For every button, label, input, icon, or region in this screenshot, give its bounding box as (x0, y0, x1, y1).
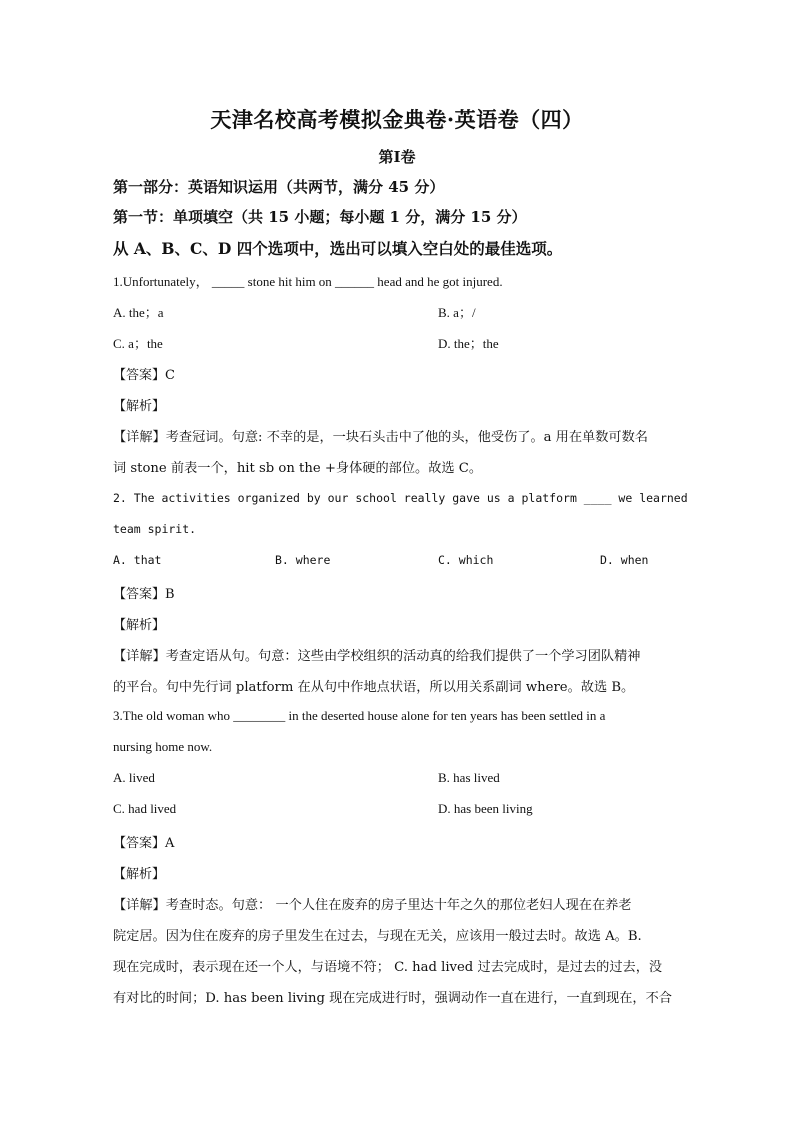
question-2-option-d: D. when (600, 553, 649, 567)
question-3-detail-line: 院定居。因为住在废弃的房子里发生在过去，与现在无关，应该用一般过去时。故选 A。B. (113, 929, 642, 944)
question-3-detail-line: 【详解】考查时态。句意： 一个人住在废弃的房子里达十年之久的那位老妇人现在在养老 (113, 898, 632, 913)
question-3-detail-line: 有对比的时间；D. has been living 现在完成进行时，强调动作一直在进行，一直到现在，不合 (113, 991, 672, 1006)
page-title: 天津名校高考模拟金典卷·英语卷（四） (210, 107, 584, 132)
question-2-option-b: B. where (275, 553, 331, 567)
directive: 从 A、B、C、D 四个选项中，选出可以填入空白处的最佳选项。 (113, 239, 563, 258)
question-3-option-d: D. has been living (438, 801, 533, 816)
question-1-detail-line: 词 stone 前表一个，hit sb on the +身体硬的部位。故选 C。 (113, 461, 483, 476)
question-2-detail-line: 的平台。句中先行词 platform 在从句中作地点状语，所以用关系副词 where。故选 B。 (113, 680, 635, 695)
question-3-answer: 【答案】A (113, 836, 175, 851)
question-1-stem: 1.Unfortunately， _____ stone hit him on ______ head and he got injured. (113, 274, 503, 289)
question-3-stem-line: nursing home now. (113, 739, 213, 754)
question-2-analysis: 【解析】 (113, 618, 166, 633)
question-3-detail-line: 现在完成时，表示现在还一个人，与语境不符； C. had lived 过去完成时，是过去的过去，没 (113, 960, 663, 975)
question-2-option-a: A. that (113, 553, 162, 567)
question-3-option-b: B. has lived (438, 770, 500, 785)
question-2-stem-line: team spirit. (113, 522, 197, 536)
question-1-option-c: C. a；the (113, 336, 163, 351)
question-1-analysis: 【解析】 (113, 399, 166, 414)
question-2-stem-line: 2. The activities organized by our school really gave us a platform ____ we learned (113, 491, 688, 505)
part-heading: 第一部分：英语知识运用（共两节，满分 45 分） (113, 178, 445, 196)
question-1-option-b: B. a；/ (438, 305, 476, 320)
question-2-option-c: C. which (438, 553, 494, 567)
question-3-option-c: C. had lived (113, 801, 177, 816)
question-2-detail-line: 【详解】考查定语从句。句意：这些由学校组织的活动真的给我们提供了一个学习团队精神 (113, 649, 641, 664)
section-heading: 第一节：单项填空（共 15 小题；每小题 1 分，满分 15 分） (113, 208, 527, 226)
question-3-option-a: A. lived (113, 770, 155, 785)
question-1-answer: 【答案】C (113, 368, 175, 383)
question-1-option-d: D. the；the (438, 336, 499, 351)
question-1-detail-line: 【详解】考查冠词。句意: 不幸的是，一块石头击中了他的头，他受伤了。a 用在单数可数名 (113, 430, 648, 445)
question-3-stem-line: 3.The old woman who ________ in the deserted house alone for ten years has been settled in a (113, 708, 606, 723)
question-1-option-a: A. the；a (113, 305, 164, 320)
question-3-analysis: 【解析】 (113, 867, 166, 882)
page-subtitle: 第Ⅰ卷 (378, 148, 416, 166)
question-2-answer: 【答案】B (113, 587, 175, 602)
